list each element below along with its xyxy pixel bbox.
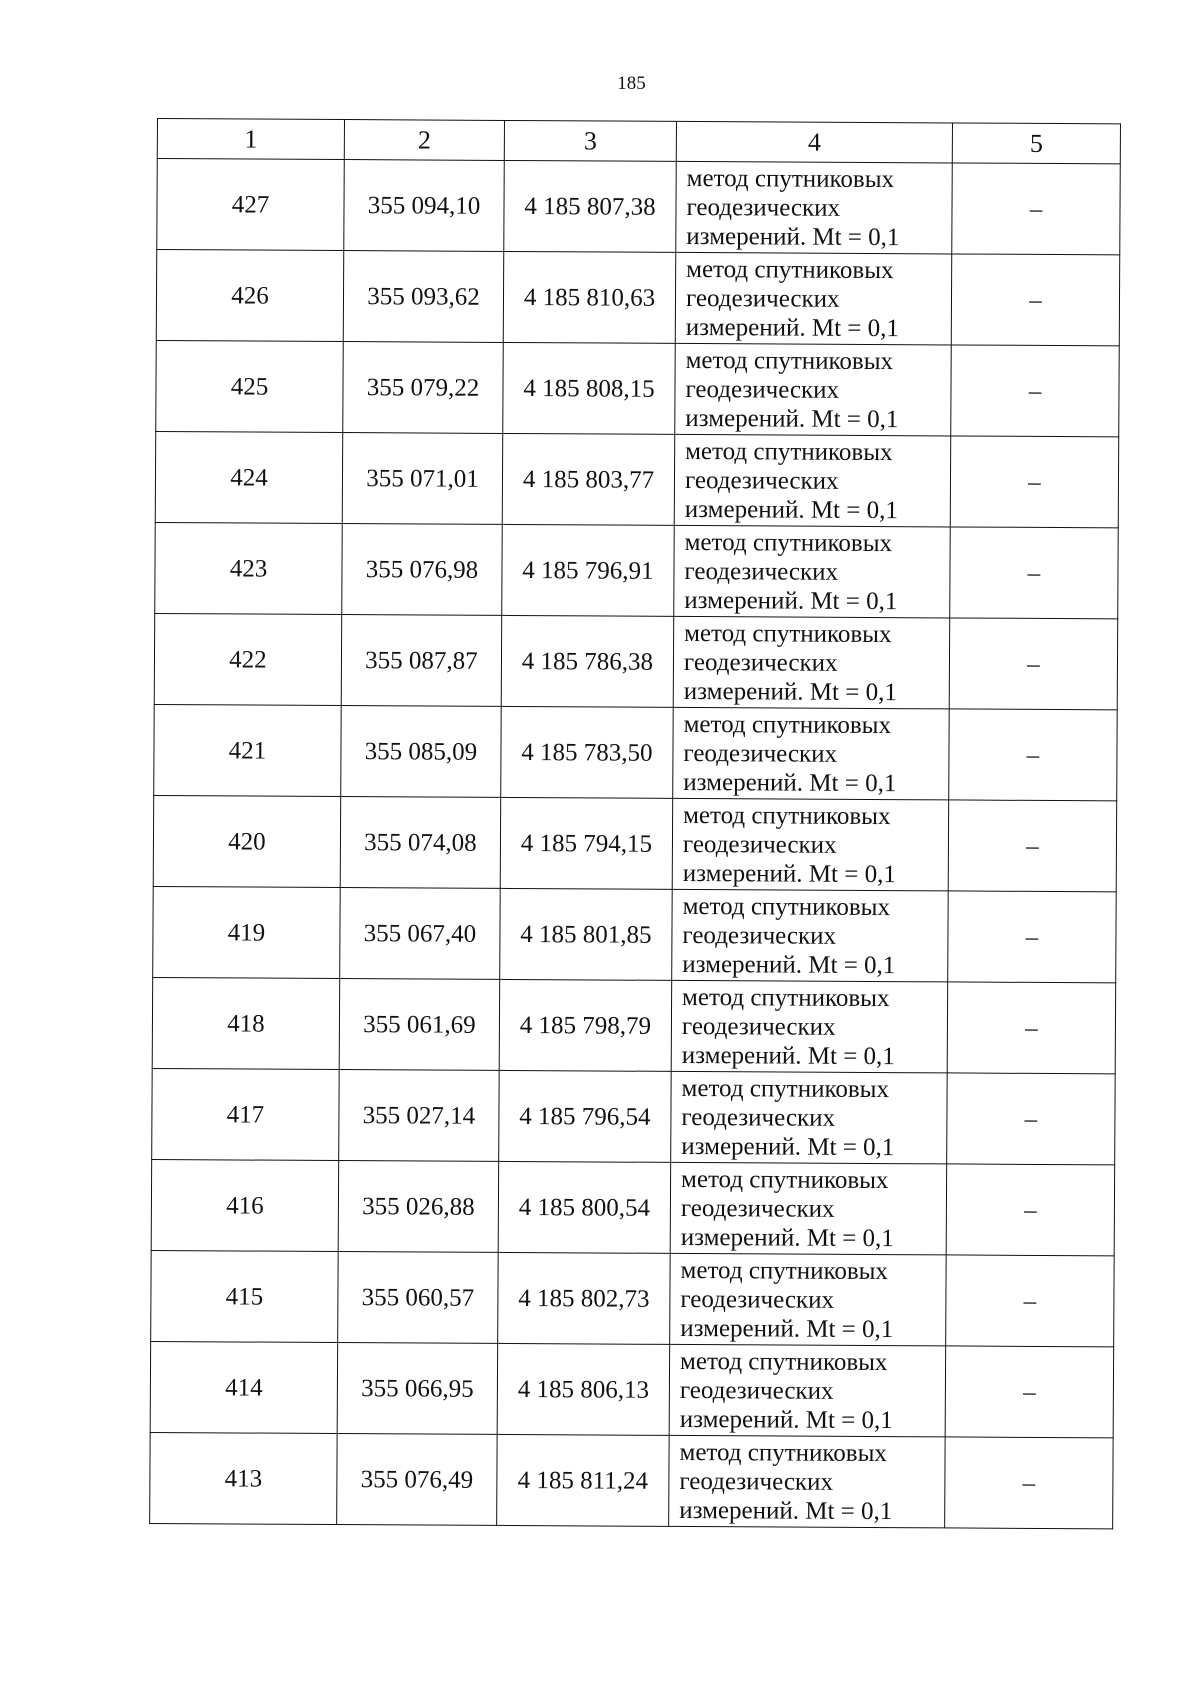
x-coordinate-cell: 355 076,98 (342, 524, 503, 616)
coordinates-table (149, 118, 1121, 1529)
method-line: метод спутниковых (684, 619, 892, 648)
table-header-row (157, 119, 1120, 164)
point-number-cell: 424 (155, 431, 343, 523)
x-coordinate-cell: 355 087,87 (341, 615, 502, 707)
method-line: измерений. Mt = 0,1 (684, 495, 898, 524)
table-row (157, 159, 1120, 255)
x-coordinate-cell: 355 079,22 (343, 342, 504, 434)
method-cell (670, 1253, 947, 1346)
method-line: геодезических (684, 466, 839, 495)
note-cell: – (946, 1164, 1115, 1256)
method-line: метод спутниковых (686, 164, 895, 193)
note-cell: – (949, 709, 1118, 801)
note-cell: – (950, 527, 1119, 619)
y-coordinate-cell: 4 185 796,91 (502, 524, 675, 616)
column-header: 5 (952, 123, 1120, 164)
method-line: измерений. Mt = 0,1 (680, 1314, 894, 1343)
x-coordinate-cell: 355 085,09 (341, 706, 502, 798)
method-line: измерений. Mt = 0,1 (682, 950, 896, 979)
method-line: измерений. Mt = 0,1 (684, 586, 898, 615)
note-cell: – (946, 1255, 1115, 1347)
y-coordinate-cell: 4 185 803,77 (502, 433, 675, 525)
table-row (150, 1341, 1113, 1437)
y-coordinate-cell: 4 185 783,50 (501, 706, 674, 798)
note-cell: – (948, 800, 1117, 892)
y-coordinate-cell: 4 185 811,24 (497, 1434, 670, 1526)
method-line: метод спутниковых (679, 1438, 888, 1467)
method-cell (674, 525, 951, 618)
method-line: геодезических (681, 1103, 836, 1132)
note-cell: – (945, 1437, 1114, 1529)
method-line: геодезических (680, 1285, 835, 1314)
method-cell (674, 434, 951, 527)
method-cell (671, 980, 948, 1073)
point-number-cell: 425 (156, 340, 344, 432)
method-line: метод спутниковых (683, 801, 891, 830)
method-line: метод спутниковых (680, 1256, 889, 1285)
note-cell: – (951, 254, 1120, 346)
y-coordinate-cell: 4 185 802,73 (498, 1252, 671, 1344)
method-line: геодезических (685, 375, 840, 404)
method-line: геодезических (682, 921, 837, 950)
point-number-cell: 422 (154, 613, 342, 705)
x-coordinate-cell: 355 076,49 (337, 1434, 498, 1526)
method-line: метод спутниковых (685, 437, 893, 466)
table-row (152, 977, 1115, 1073)
table-row (152, 1068, 1115, 1164)
table-row (156, 250, 1119, 346)
method-line: геодезических (679, 1467, 834, 1496)
y-coordinate-cell: 4 185 794,15 (500, 797, 673, 889)
method-cell (669, 1344, 946, 1437)
column-header: 4 (676, 121, 952, 163)
x-coordinate-cell: 355 027,14 (339, 1070, 500, 1162)
note-cell: – (949, 618, 1118, 710)
y-coordinate-cell: 4 185 810,63 (503, 251, 676, 343)
method-line: геодезических (686, 193, 841, 222)
method-cell (671, 1071, 948, 1164)
table-row (153, 886, 1116, 982)
x-coordinate-cell: 355 093,62 (343, 251, 504, 343)
method-line: измерений. Mt = 0,1 (681, 1132, 895, 1161)
method-line: метод спутниковых (679, 1347, 888, 1376)
point-number-cell: 414 (150, 1341, 338, 1433)
table-row (156, 340, 1119, 436)
point-number-cell: 415 (151, 1250, 339, 1342)
method-line: измерений. Mt = 0,1 (679, 1405, 893, 1434)
method-cell (669, 1435, 946, 1528)
method-line: геодезических (680, 1194, 835, 1223)
method-line: метод спутниковых (682, 892, 891, 921)
x-coordinate-cell: 355 094,10 (344, 160, 505, 252)
method-line: геодезических (681, 1012, 836, 1041)
table-row (153, 795, 1116, 891)
note-cell: – (952, 163, 1121, 255)
method-line: измерений. Mt = 0,1 (686, 222, 900, 251)
method-line: измерений. Mt = 0,1 (681, 1041, 895, 1070)
method-line: измерений. Mt = 0,1 (685, 313, 899, 342)
page-number: 185 (617, 73, 646, 94)
method-line: метод спутниковых (681, 1074, 890, 1103)
method-cell (675, 343, 952, 436)
method-cell (670, 1162, 947, 1255)
method-cell (672, 798, 949, 891)
y-coordinate-cell: 4 185 807,38 (504, 160, 677, 252)
method-line: измерений. Mt = 0,1 (680, 1223, 894, 1252)
method-line: геодезических (685, 284, 840, 313)
point-number-cell: 419 (153, 886, 341, 978)
method-line: метод спутниковых (686, 255, 894, 284)
point-number-cell: 426 (156, 250, 344, 342)
method-cell (672, 889, 949, 982)
method-line: геодезических (682, 830, 837, 859)
x-coordinate-cell: 355 066,95 (337, 1343, 498, 1435)
method-line: геодезических (683, 648, 838, 677)
method-line: измерений. Mt = 0,1 (685, 404, 899, 433)
method-line: геодезических (679, 1376, 834, 1405)
y-coordinate-cell: 4 185 808,15 (503, 342, 676, 434)
x-coordinate-cell: 355 074,08 (340, 797, 501, 889)
point-number-cell: 418 (152, 977, 340, 1069)
y-coordinate-cell: 4 185 786,38 (501, 615, 674, 707)
method-line: геодезических (683, 739, 838, 768)
note-cell: – (947, 1073, 1116, 1165)
y-coordinate-cell: 4 185 806,13 (497, 1343, 670, 1435)
column-header: 2 (344, 120, 504, 161)
method-cell (673, 616, 950, 709)
point-number-cell: 427 (157, 159, 345, 251)
method-line: измерений. Mt = 0,1 (679, 1496, 893, 1525)
method-line: измерений. Mt = 0,1 (683, 677, 897, 706)
table-row (154, 704, 1117, 800)
point-number-cell: 413 (150, 1432, 338, 1524)
y-coordinate-cell: 4 185 800,54 (498, 1161, 671, 1253)
x-coordinate-cell: 355 061,69 (339, 979, 500, 1071)
y-coordinate-cell: 4 185 798,79 (499, 979, 672, 1071)
column-header: 3 (504, 120, 676, 161)
table-row (155, 431, 1118, 527)
y-coordinate-cell: 4 185 796,54 (499, 1070, 672, 1162)
x-coordinate-cell: 355 060,57 (338, 1252, 499, 1344)
method-cell (676, 161, 953, 254)
note-cell: – (950, 436, 1119, 528)
method-line: измерений. Mt = 0,1 (682, 859, 896, 888)
table-row (151, 1250, 1114, 1346)
method-line: метод спутниковых (685, 346, 894, 375)
y-coordinate-cell: 4 185 801,85 (500, 888, 673, 980)
method-line: метод спутниковых (683, 710, 892, 739)
note-cell: – (951, 345, 1120, 437)
column-header: 1 (157, 119, 344, 160)
table-row (155, 522, 1118, 618)
x-coordinate-cell: 355 071,01 (342, 433, 503, 525)
note-cell: – (948, 891, 1117, 983)
method-line: метод спутниковых (682, 983, 890, 1012)
method-line: геодезических (684, 557, 839, 586)
point-number-cell: 416 (151, 1159, 339, 1251)
point-number-cell: 423 (155, 522, 343, 614)
note-cell: – (945, 1346, 1114, 1438)
x-coordinate-cell: 355 026,88 (338, 1161, 499, 1253)
table-row (154, 613, 1117, 709)
note-cell: – (947, 982, 1116, 1074)
x-coordinate-cell: 355 067,40 (340, 888, 501, 980)
point-number-cell: 421 (154, 704, 342, 796)
table-row (151, 1159, 1114, 1255)
method-cell (673, 707, 950, 800)
method-line: метод спутниковых (684, 528, 893, 557)
method-cell (675, 252, 952, 345)
point-number-cell: 420 (153, 795, 341, 887)
method-line: метод спутниковых (681, 1165, 889, 1194)
table-row (150, 1432, 1113, 1528)
method-line: измерений. Mt = 0,1 (683, 768, 897, 797)
point-number-cell: 417 (152, 1068, 340, 1160)
